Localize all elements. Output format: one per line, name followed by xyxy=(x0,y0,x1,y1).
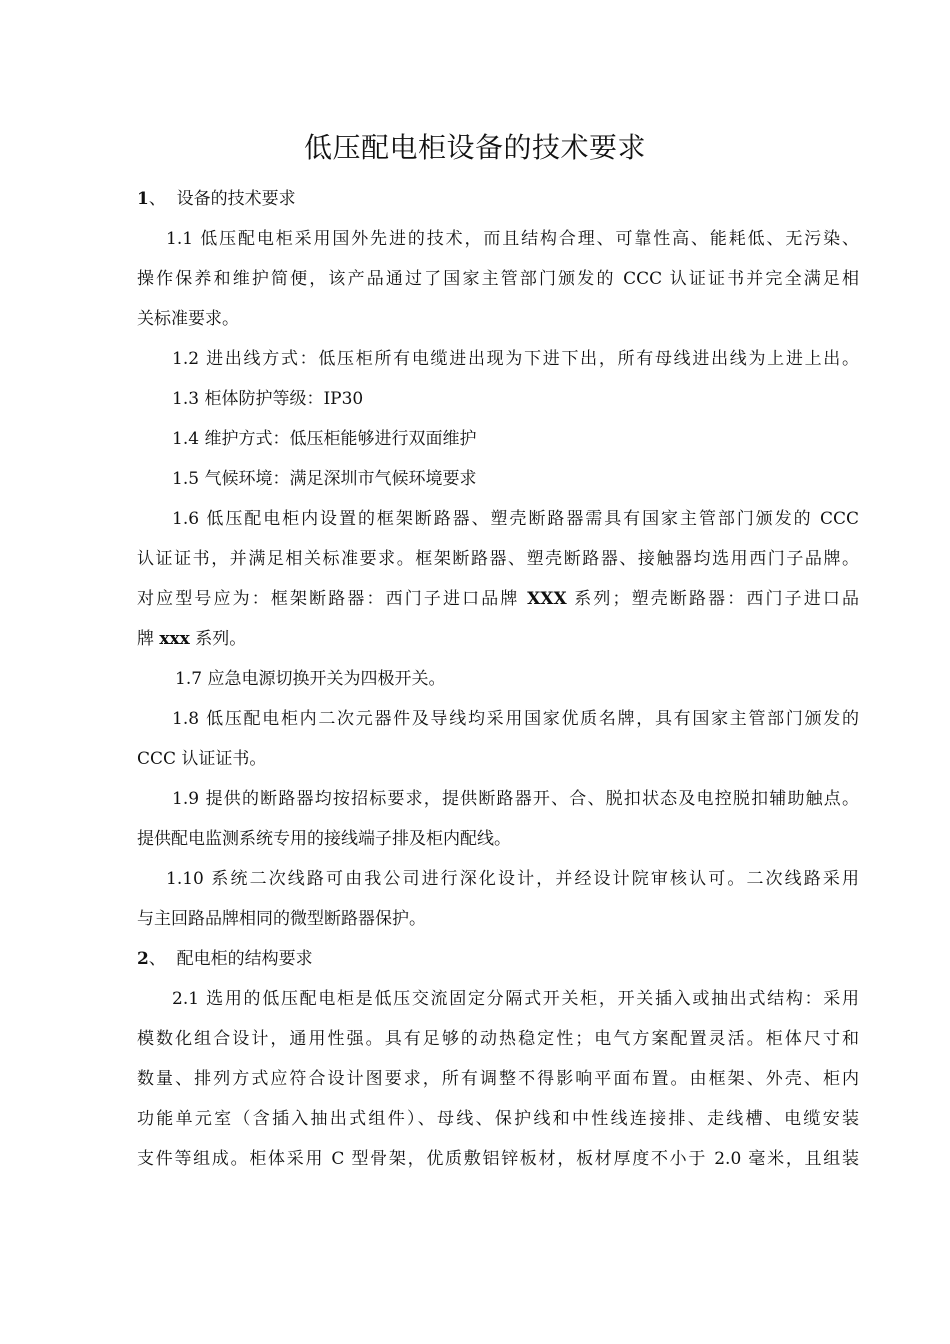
section-number: 1 xyxy=(137,189,149,209)
section-title: 设备的技术要求 xyxy=(176,189,296,209)
paragraph-line: 1.3 柜体防护等级：IP30 xyxy=(172,389,364,409)
model-series-bold: xxx xyxy=(159,629,190,649)
section-heading-1 xyxy=(137,184,859,215)
section-separator: 、 xyxy=(148,189,166,209)
paragraph-line: 数量、排列方式应符合设计图要求，所有调整不得影响平面布置。由框架、外壳、柜内 xyxy=(137,1069,859,1089)
paragraph-line: CCC 认证证书。 xyxy=(137,749,267,769)
paragraph-line: 1.9 提供的断路器均按招标要求，提供断路器开、合、脱扣状态及电控脱扣辅助触点。 xyxy=(172,789,859,809)
paragraph-line: 1.4 维护方式：低压柜能够进行双面维护 xyxy=(172,429,477,449)
paragraph-line: 2.1 选用的低压配电柜是低压交流固定分隔式开关柜，开关插入或抽出式结构：采用 xyxy=(172,989,859,1009)
paragraph-line: 1.1 低压配电柜采用国外先进的技术，而且结构合理、可靠性高、能耗低、无污染、 xyxy=(166,229,859,249)
section-number: 2 xyxy=(137,949,149,969)
paragraph-line: 提供配电监测系统专用的接线端子排及柜内配线。 xyxy=(137,829,511,849)
paragraph-line: 1.2 进出线方式：低压柜所有电缆进出现为下进下出，所有母线进出线为上进上出。 xyxy=(172,349,859,369)
paragraph-line: 关标准要求。 xyxy=(137,309,239,329)
paragraph-line xyxy=(137,624,859,655)
paragraph-line: 认证证书，并满足相关标准要求。框架断路器、塑壳断路器、接触器均选用西门子品牌。 xyxy=(137,549,859,569)
paragraph-line: 支件等组成。柜体采用 C 型骨架，优质敷铝锌板材，板材厚度不小于 2.0 毫米，且组装 xyxy=(137,1149,859,1169)
line-text: 系列。 xyxy=(189,629,247,649)
paragraph-line: 1.5 气候环境：满足深圳市气候环境要求 xyxy=(172,469,477,489)
line-text: 牌 xyxy=(137,629,160,649)
paragraph-line: 1.10 系统二次线路可由我公司进行深化设计，并经设计院审核认可。二次线路采用 xyxy=(166,869,859,889)
section-heading-2 xyxy=(137,944,859,975)
paragraph-line: 1.8 低压配电柜内二次元器件及导线均采用国家优质名牌，具有国家主管部门颁发的 xyxy=(172,709,859,729)
paragraph-line: 1.7 应急电源切换开关为四极开关。 xyxy=(175,669,446,689)
paragraph-line xyxy=(137,584,859,615)
model-series-bold: XXX xyxy=(527,589,567,609)
section-separator: 、 xyxy=(148,949,166,969)
section-title: 配电柜的结构要求 xyxy=(176,949,313,969)
paragraph-line: 模数化组合设计，通用性强。具有足够的动热稳定性；电气方案配置灵活。柜体尺寸和 xyxy=(137,1029,859,1049)
line-text: 对应型号应为：框架断路器：西门子进口品牌 xyxy=(137,589,528,609)
paragraph-line: 1.6 低压配电柜内设置的框架断路器、塑壳断路器需具有国家主管部门颁发的 CCC xyxy=(172,509,859,529)
paragraph-line: 与主回路品牌相同的微型断路器保护。 xyxy=(137,909,426,929)
paragraph-line: 操作保养和维护简便，该产品通过了国家主管部门颁发的 CCC 认证证书并完全满足相 xyxy=(137,269,859,289)
paragraph-line: 功能单元室（含插入抽出式组件）、母线、保护线和中性线连接排、走线槽、电缆安装 xyxy=(137,1109,859,1129)
line-text: 系列；塑壳断路器：西门子进口品 xyxy=(566,589,859,609)
document-body xyxy=(137,184,859,1175)
document-title: 低压配电柜设备的技术要求 xyxy=(303,131,646,164)
